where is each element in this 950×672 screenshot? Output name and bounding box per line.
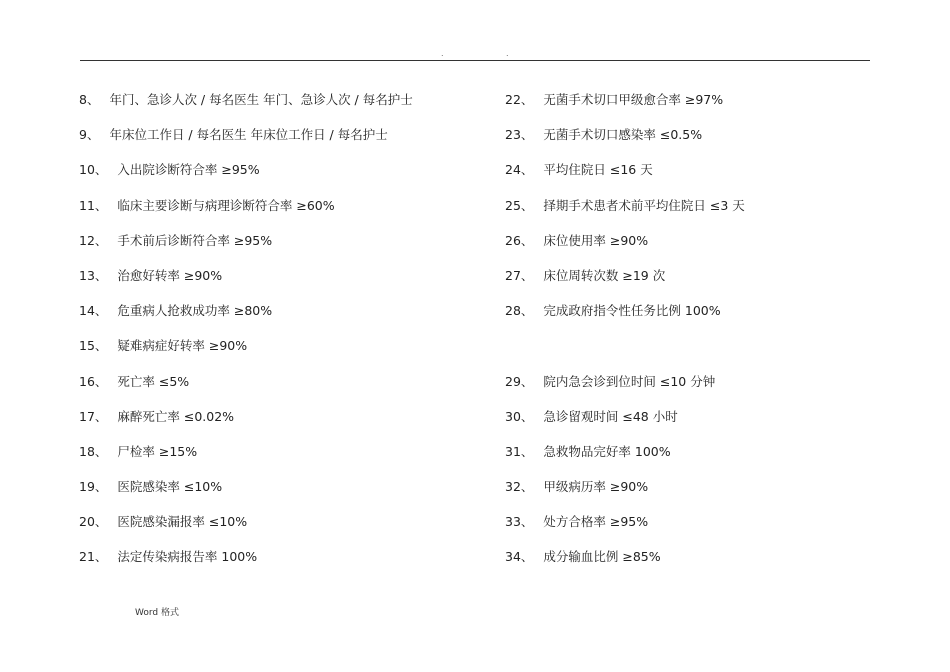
item-text: 年床位工作日 / 每名医生 年床位工作日 / 每名护士 <box>109 127 388 143</box>
item-text: 急诊留观时间 ≤48 小时 <box>543 408 678 424</box>
item-text: 床位使用率 ≥90% <box>543 232 649 248</box>
list-item <box>505 199 885 234</box>
item-number: 30、 <box>505 408 534 424</box>
item-number: 29、 <box>505 373 534 389</box>
list-item <box>79 128 479 163</box>
item-number: 23、 <box>505 127 534 143</box>
list-item <box>79 339 479 374</box>
left-column <box>79 93 479 586</box>
right-column <box>505 93 885 586</box>
item-text: 临床主要诊断与病理诊断符合率 ≥60% <box>117 197 335 213</box>
list-item <box>505 410 885 445</box>
item-text: 医院感染率 ≤10% <box>117 479 223 495</box>
item-text: 成分输血比例 ≥85% <box>543 549 661 565</box>
item-number: 15、 <box>79 338 108 354</box>
item-text: 医院感染漏报率 ≤10% <box>117 514 248 530</box>
list-item <box>79 199 479 234</box>
item-number: 28、 <box>505 303 534 319</box>
item-number: 33、 <box>505 514 534 530</box>
item-number: 19、 <box>79 479 108 495</box>
list-item <box>79 269 479 304</box>
item-number: 9、 <box>79 127 100 143</box>
header-dot: . <box>506 49 509 58</box>
item-text: 平均住院日 ≤16 天 <box>543 162 653 178</box>
item-text: 疑难病症好转率 ≥90% <box>117 338 248 354</box>
list-item <box>505 93 885 128</box>
item-number: 24、 <box>505 162 534 178</box>
item-number: 22、 <box>505 92 534 107</box>
footer-label: Word 格式 <box>135 608 179 618</box>
list-item <box>79 515 479 550</box>
list-item <box>79 93 479 128</box>
list-item <box>505 515 885 550</box>
item-text: 治愈好转率 ≥90% <box>117 267 223 283</box>
item-text: 年门、急诊人次 / 每名医生 年门、急诊人次 / 每名护士 <box>109 92 413 107</box>
item-text: 处方合格率 ≥95% <box>543 514 649 530</box>
list-item <box>505 269 885 304</box>
item-number: 27、 <box>505 267 534 283</box>
list-item <box>505 445 885 480</box>
list-item <box>79 375 479 410</box>
item-number: 12、 <box>79 232 108 248</box>
item-text: 择期手术患者术前平均住院日 ≤3 天 <box>543 197 745 213</box>
item-number: 18、 <box>79 443 108 459</box>
item-number: 32、 <box>505 479 534 495</box>
item-number: 20、 <box>79 514 108 530</box>
item-text: 死亡率 ≤5% <box>117 373 190 389</box>
item-number: 17、 <box>79 408 108 424</box>
list-item <box>79 234 479 269</box>
list-item <box>79 445 479 480</box>
item-number: 26、 <box>505 232 534 248</box>
list-item <box>79 304 479 339</box>
list-item <box>79 410 479 445</box>
item-text: 入出院诊断符合率 ≥95% <box>117 162 260 178</box>
item-text: 危重病人抢救成功率 ≥80% <box>117 303 273 319</box>
header-rule <box>80 60 870 61</box>
list-item <box>505 128 885 163</box>
item-text: 尸检率 ≥15% <box>117 443 198 459</box>
item-text: 甲级病历率 ≥90% <box>543 479 649 495</box>
item-number: 25、 <box>505 197 534 213</box>
list-item <box>79 480 479 515</box>
item-number: 21、 <box>79 549 108 565</box>
item-number: 8、 <box>79 92 100 107</box>
list-item <box>505 163 885 198</box>
item-text: 无菌手术切口甲级愈合率 ≥97% <box>543 92 724 107</box>
list-item <box>505 480 885 515</box>
item-number: 31、 <box>505 443 534 459</box>
item-text: 麻醉死亡率 ≤0.02% <box>117 408 235 424</box>
item-number: 34、 <box>505 549 534 565</box>
item-text: 急救物品完好率 100% <box>543 443 671 459</box>
item-text: 无菌手术切口感染率 ≤0.5% <box>543 127 703 143</box>
header-dot: . <box>441 49 444 58</box>
item-text: 手术前后诊断符合率 ≥95% <box>117 232 273 248</box>
item-number: 10、 <box>79 162 108 178</box>
item-number: 16、 <box>79 373 108 389</box>
item-number: 14、 <box>79 303 108 319</box>
item-text: 床位周转次数 ≥19 次 <box>543 267 666 283</box>
list-item <box>505 234 885 269</box>
item-number: 13、 <box>79 267 108 283</box>
item-text: 法定传染病报告率 100% <box>117 549 258 565</box>
item-number: 11、 <box>79 197 108 213</box>
list-item <box>505 304 885 339</box>
list-item <box>505 550 885 585</box>
item-text: 完成政府指令性任务比例 100% <box>543 303 721 319</box>
list-item <box>79 163 479 198</box>
list-item <box>79 550 479 585</box>
item-text: 院内急会诊到位时间 ≤10 分钟 <box>543 373 716 389</box>
list-item <box>505 375 885 410</box>
